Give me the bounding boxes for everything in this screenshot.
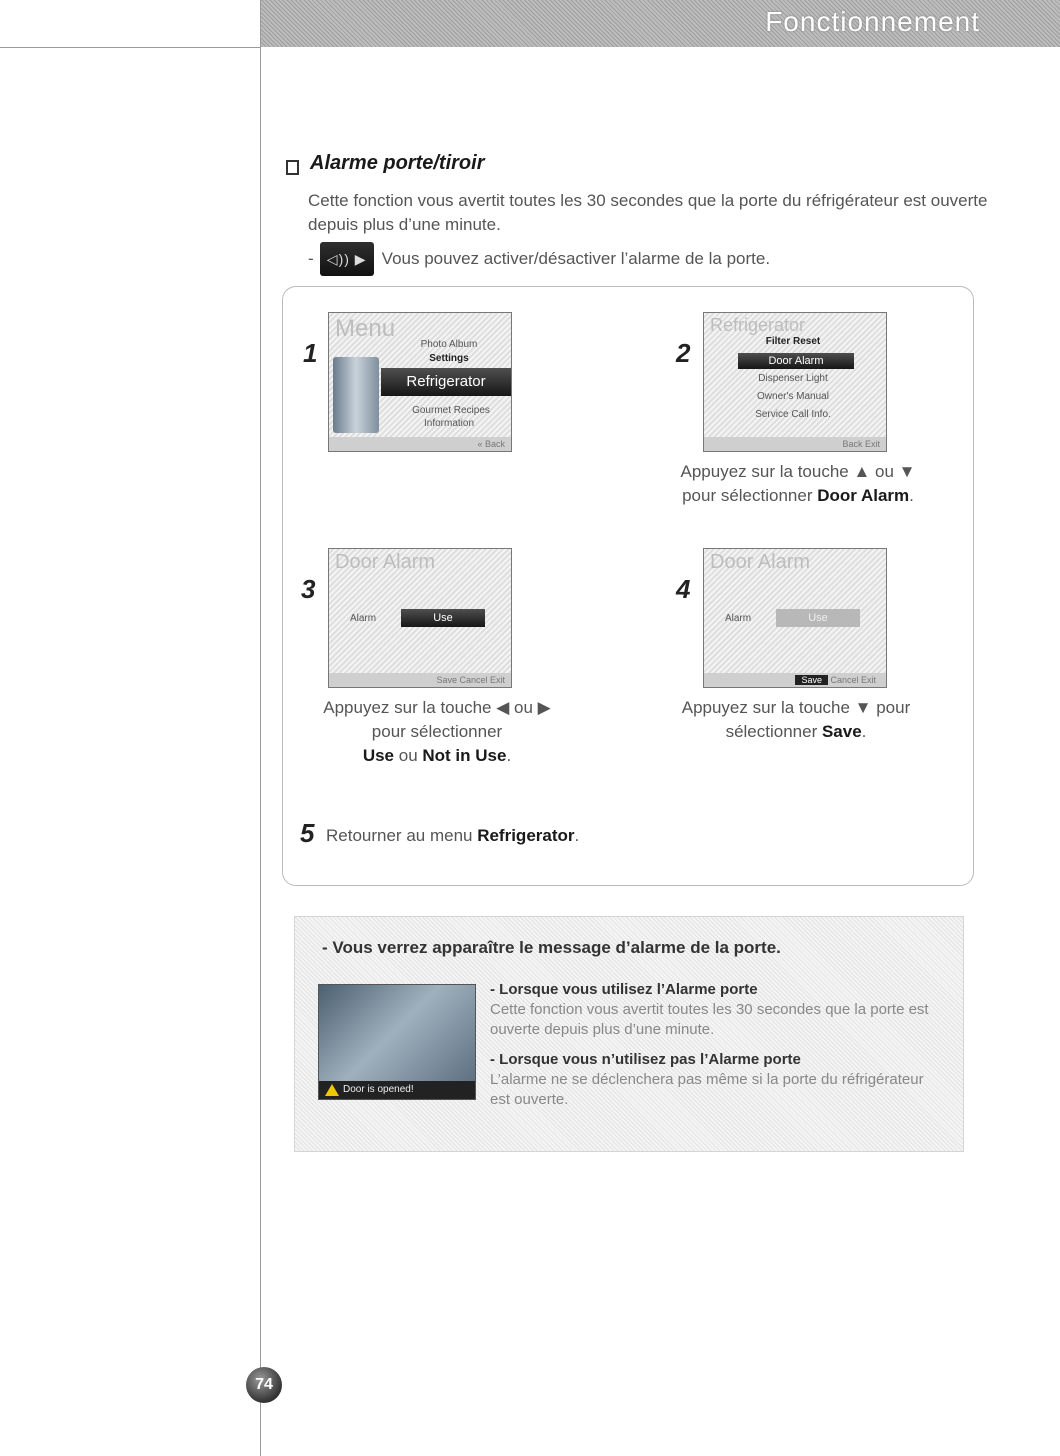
alarm-message: Door is opened!	[319, 1081, 475, 1099]
caption-line: pour sélectionner Door Alarm.	[682, 486, 914, 505]
menu-item: Owner's Manual	[757, 391, 829, 402]
menu-item-selected: Refrigerator	[381, 368, 511, 396]
save-selected: Save	[795, 675, 828, 685]
step-3-number: 3	[301, 574, 316, 604]
note-item-1: - Lorsque vous utilisez l’Alarme porte Cette fonction vous avertit toutes les 30 secondes que la porte est ouverte depuis plus d’une minute.	[490, 981, 929, 1038]
page-number: 74	[246, 1367, 282, 1403]
caption-line: Appuyez sur la touche ▲ ou ▼	[680, 462, 916, 481]
sound-button-icon: ◁)) ▶	[320, 242, 374, 276]
header-band	[261, 0, 1060, 47]
door-alarm-screen	[318, 984, 476, 1100]
field-value: Use	[776, 609, 860, 627]
note-title: - Vous verrez apparaître le message d’alarme de la porte.	[322, 938, 781, 957]
menu-item: Gourmet Recipes	[412, 405, 490, 416]
step-5-text: Retourner au menu Refrigerator.	[326, 826, 580, 845]
step-3-screen	[328, 548, 512, 688]
step-1-number: 1	[303, 338, 318, 368]
screen-title: Refrigerator	[710, 315, 806, 335]
step-2-number: 2	[676, 338, 691, 368]
refrigerator-image-icon	[333, 357, 379, 433]
step-4-number: 4	[676, 574, 691, 604]
menu-item: Information	[423, 418, 475, 429]
margin-rule	[260, 0, 261, 1456]
menu-item: Settings	[429, 353, 469, 364]
section-intro: Cette fonction vous avertit toutes les 30 secondes que la porte du réfrigérateur est ouverte depuis plus d’une minute.	[308, 191, 988, 234]
caption-line: Appuyez sur la touche ◀ ou ▶	[323, 698, 551, 717]
caption-line: Use ou Not in Use.	[362, 746, 512, 765]
warning-icon	[325, 1084, 339, 1096]
toggle-prefix: -	[308, 249, 314, 268]
section-title: Alarme porte/tiroir	[310, 152, 485, 174]
caption-line: pour sélectionner	[371, 722, 503, 741]
field-label: Alarm	[349, 613, 377, 624]
screen-title: Menu	[335, 315, 396, 342]
step-5-number: 5	[300, 818, 315, 848]
caption-line: sélectionner Save.	[725, 722, 867, 741]
screen-footer: Back Exit	[704, 437, 886, 451]
section-bullet-icon	[286, 160, 299, 175]
caption-line: Appuyez sur la touche ▼ pour	[681, 698, 911, 717]
field-value-selected: Use	[401, 609, 485, 627]
menu-item: Filter Reset	[765, 336, 821, 347]
screen-title: Door Alarm	[335, 551, 436, 573]
step-4-caption	[636, 696, 956, 744]
screen-footer: « Back	[329, 437, 511, 451]
step-2-caption	[620, 460, 976, 508]
screen-footer: Save Cancel Exit	[329, 673, 511, 687]
step-2-screen	[703, 312, 887, 452]
menu-item: Dispenser Light	[758, 373, 828, 384]
field-label: Alarm	[724, 613, 752, 624]
note-item-2: - Lorsque vous n’utilisez pas l’Alarme porte L’alarme ne se déclenchera pas même si la porte du réfrigérateur est ouverte.	[490, 1051, 924, 1108]
toggle-text: Vous pouvez activer/désactiver l’alarme de la porte.	[381, 249, 771, 268]
step-1-screen	[328, 312, 512, 452]
header-rule	[0, 47, 260, 48]
menu-item: Service Call Info.	[755, 409, 831, 420]
page-title: Fonctionnement	[765, 6, 980, 37]
screen-title: Door Alarm	[710, 551, 811, 573]
toggle-hint	[308, 242, 770, 276]
step-3-caption	[282, 696, 592, 768]
screen-footer: Save Cancel Exit	[704, 673, 886, 687]
menu-item-selected: Door Alarm	[738, 353, 854, 369]
step-4-screen	[703, 548, 887, 688]
menu-item: Photo Album	[420, 339, 478, 350]
